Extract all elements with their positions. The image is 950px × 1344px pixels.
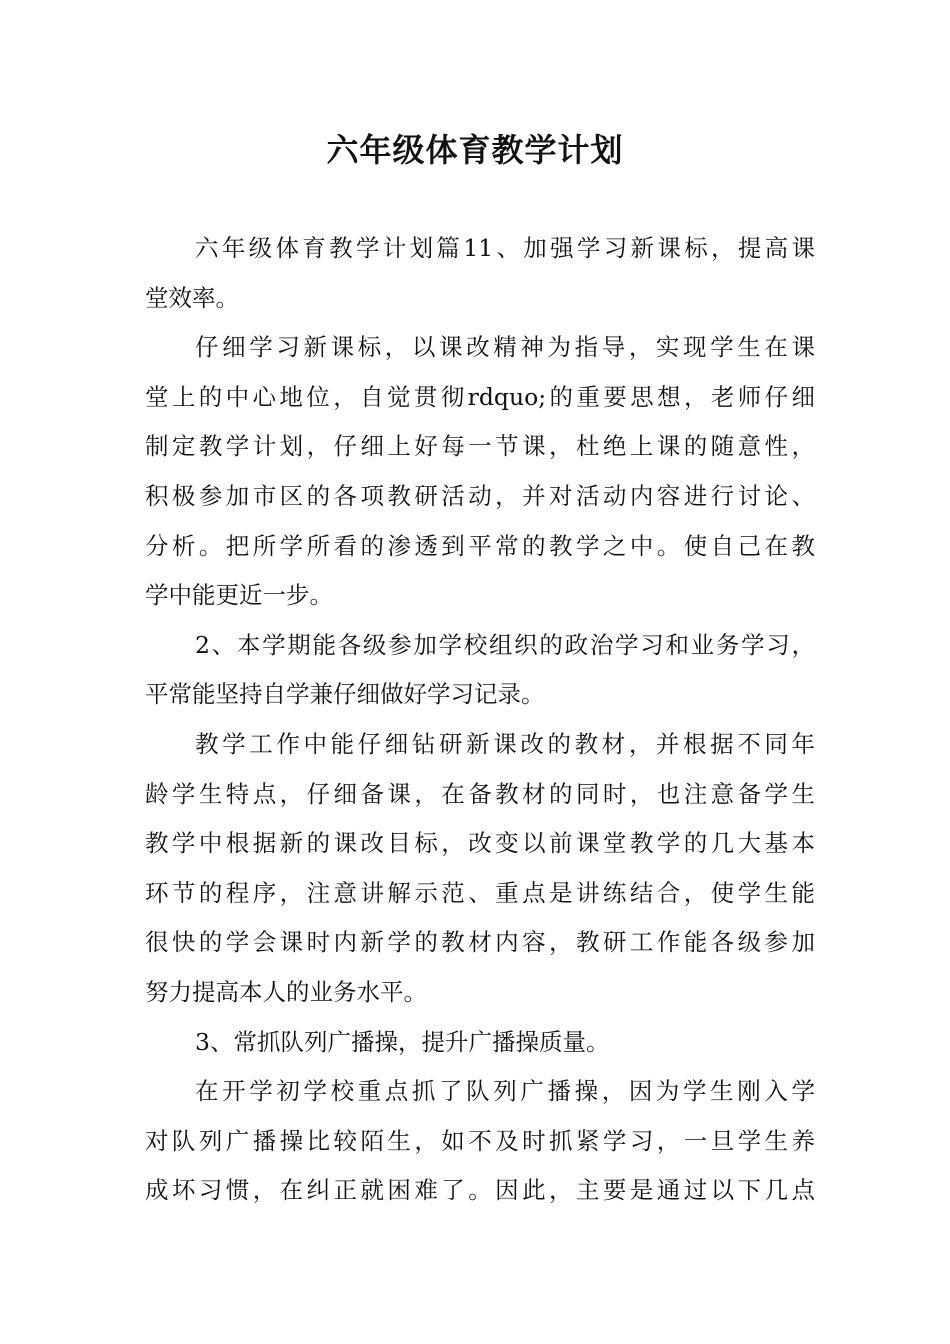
paragraph-line: 制定教学计划，仔细上好每一节课，杜绝上课的随意性，: [145, 432, 815, 461]
paragraph-line: 龄学生特点，仔细备课，在备教材的同时，也注意备学生: [145, 779, 815, 808]
paragraph-line: 堂效率。: [145, 283, 239, 312]
paragraph-line: 成坏习惯，在纠正就困难了。因此，主要是通过以下几点: [145, 1176, 815, 1205]
document-body: [145, 224, 815, 1216]
paragraph-line: 在开学初学校重点抓了队列广播操，因为学生刚入学: [195, 1077, 815, 1106]
paragraph-line: 分析。把所学所看的渗透到平常的教学之中。使自己在教: [145, 531, 815, 560]
paragraph-line: 2、本学期能各级参加学校组织的政治学习和业务学习，: [195, 630, 815, 659]
paragraph-line: 仔细学习新课标，以课改精神为指导，实现学生在课: [195, 333, 815, 362]
paragraph-line: 六年级体育教学计划篇11、加强学习新课标，提高课: [195, 234, 815, 262]
document-title: 六年级体育教学计划: [326, 131, 624, 169]
paragraph-line: 环节的程序，注意讲解示范、重点是讲练结合，使学生能: [145, 878, 815, 907]
paragraph-line: 对队列广播操比较陌生，如不及时抓紧学习，一旦学生养: [145, 1126, 815, 1155]
paragraph-line: 平常能坚持自学兼仔细做好学习记录。: [145, 680, 545, 709]
paragraph-line: 很快的学会课时内新学的教材内容，教研工作能各级参加: [145, 928, 815, 957]
paragraph-line: 努力提高本人的业务水平。: [145, 977, 427, 1006]
paragraph-line: 积极参加市区的各项教研活动，并对活动内容进行讨论、: [145, 481, 815, 510]
paragraph-line: 学中能更近一步。: [145, 581, 333, 610]
paragraph-line: 教学工作中能仔细钻研新课改的教材，并根据不同年: [195, 729, 815, 758]
paragraph-line: 堂上的中心地位，自觉贯彻rdquo;的重要思想，老师仔细: [145, 382, 815, 411]
paragraph-line: 3、常抓队列广播操，提升广播操质量。: [195, 1027, 610, 1056]
paragraph-line: 教学中根据新的课改目标，改变以前课堂教学的几大基本: [145, 829, 815, 858]
